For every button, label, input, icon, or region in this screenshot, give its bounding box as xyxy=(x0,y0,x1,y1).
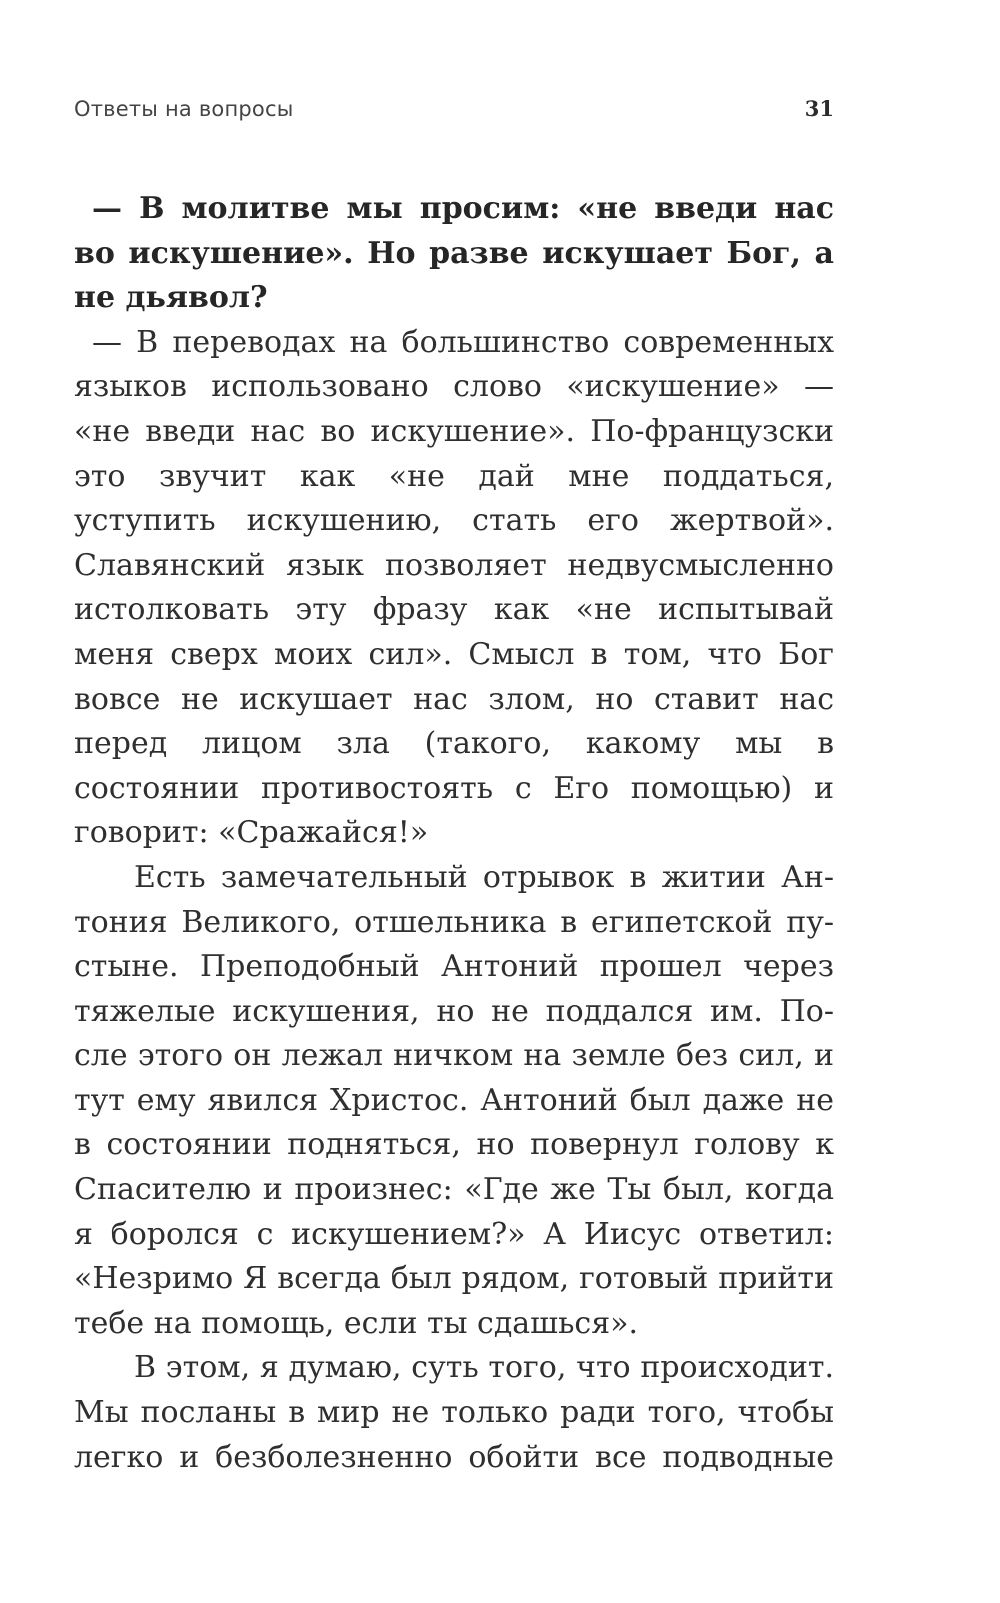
running-header xyxy=(74,96,834,132)
body-paragraph: Есть замечательный отрывок в житии Антония Великого, отшельника в египетской пустыне. Преподобный Антоний прошел через тяжелые искушения, но не поддался им. После этого он лежал ничком на земле без сил, и тут ему явился Христос. Антоний был даже не в состоянии подняться, но повернул голову к Спасителю и произнес: «Где же Ты был, когда я боролся с искушением?» А Иисус ответил: «Незримо Я всегда был рядом, готовый прийти тебе на помощь, если ты сдашься». xyxy=(74,859,834,1341)
page-number: 31 xyxy=(804,96,834,121)
page-body xyxy=(74,187,834,1480)
answer-paragraph: — В переводах на большинство современных языков использовано слово «искушение» — «не введи нас во искушение». По-французски это звучит как «не дай мне поддаться, уступить искушению, стать его жертвой». Славянский язык позволяет недвусмысленно истолковать эту фразу как «не испытывай меня сверх моих сил». Смысл в том, что Бог вовсе не искушает нас злом, но ставит нас перед лицом зла (такого, какому мы в состоянии противостоять с Его помощью) и говорит: «Сражайся!» xyxy=(74,324,834,851)
body-paragraph-continued: В этом, я думаю, суть того, что происходит. Мы посланы в мир не только ради того, чтобы легко и безболезненно обойти все подводные xyxy=(74,1350,834,1475)
question-paragraph: — В молитве мы просим: «не введи нас во искушение». Но разве искушает Бог, а не дьявол? xyxy=(74,191,834,316)
running-header-title: Ответы на вопросы xyxy=(74,97,294,121)
